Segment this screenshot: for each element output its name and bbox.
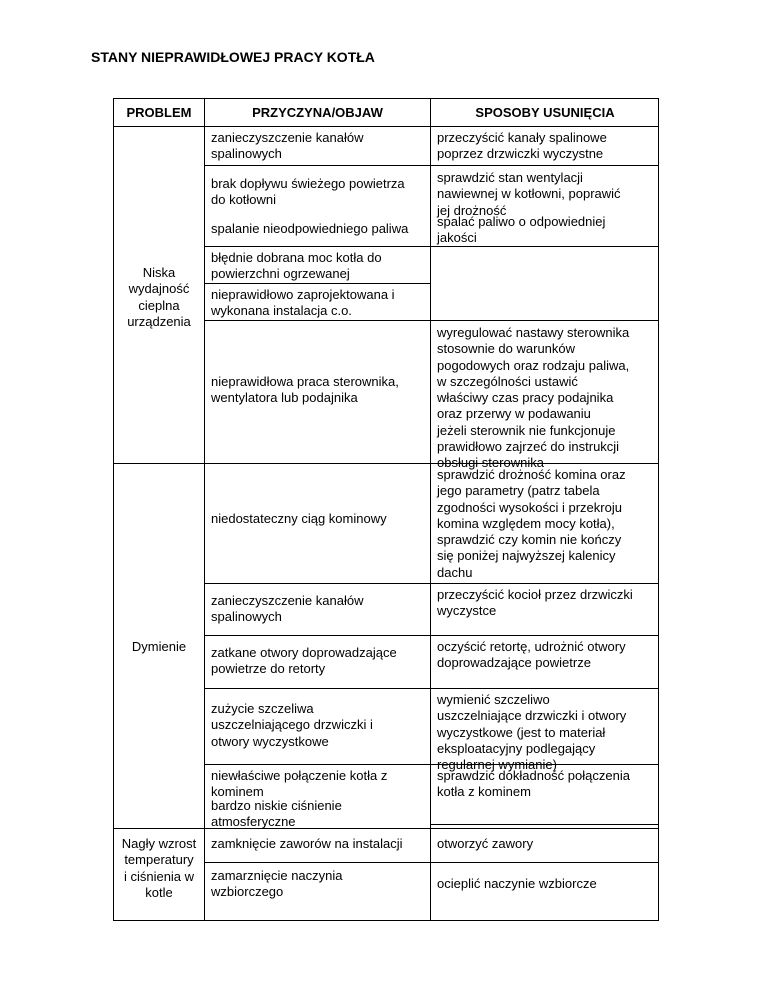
remedy-cell: wyregulować nastawy sterownika stosownie do warunków pogodowych oraz rodzaju paliwa, w szczególności ustawić właściwy czas pracy podajnika oraz przerwy w podawaniu jeżeli sterownik nie funkcjonuje prawidłowo zajrzeć do instrukcji obsługi sterownika	[437, 325, 630, 471]
cause-cell: zanieczyszczenie kanałów spalinowych	[211, 130, 364, 162]
remedy-cell: przeczyścić kanały spalinowe poprzez drzwiczki wyczystne	[437, 130, 607, 162]
problem-label: Dymienie	[131, 639, 187, 654]
column-divider	[204, 98, 205, 921]
header-cause: PRZYCZYNA/OBJAW	[252, 105, 383, 120]
row-divider	[204, 283, 430, 284]
cause-cell: nieprawidłowa praca sterownika, wentylatora lub podajnika	[211, 374, 399, 406]
cause-cell: brak dopływu świeżego powietrza do kotłowni	[211, 176, 405, 208]
cause-cell: zatkane otwory doprowadzające powietrze do retorty	[211, 645, 397, 677]
problem-label: Niska wydajność cieplna urządzenia	[127, 265, 191, 329]
page-title: STANY NIEPRAWIDŁOWEJ PRACY KOTŁA	[91, 49, 375, 65]
cause-cell: zużycie szczeliwa uszczelniającego drzwiczki i otwory wyczystkowe	[211, 701, 373, 749]
remedy-cell: ocieplić naczynie wzbiorcze	[437, 876, 597, 891]
row-divider	[204, 583, 659, 584]
row-divider	[204, 165, 659, 166]
cause-cell: zamknięcie zaworów na instalacji	[211, 836, 403, 851]
row-divider	[204, 635, 659, 636]
problem-label: Nagły wzrost temperatury i ciśnienia w kotle	[121, 836, 197, 900]
row-divider	[430, 320, 659, 321]
cause-cell: nieprawidłowo zaprojektowana i wykonana instalacja c.o.	[211, 287, 395, 319]
cause-cell: bardzo niskie ciśnienie atmosferyczne	[211, 798, 342, 830]
remedy-cell: spalać paliwo o odpowiedniej jakości	[437, 214, 606, 246]
cause-cell: niewłaściwe połączenie kotła z kominem	[211, 768, 388, 800]
cause-cell: zamarznięcie naczynia wzbiorczego	[211, 868, 343, 900]
cause-cell: niedostateczny ciąg kominowy	[211, 511, 387, 526]
row-divider	[204, 862, 659, 863]
remedy-cell: oczyścić retortę, udrożnić otwory doprowadzające powietrze	[437, 639, 626, 671]
remedy-cell: sprawdzić stan wentylacji nawiewnej w kotłowni, poprawić jej drożność	[437, 170, 621, 218]
header-separator	[113, 126, 659, 127]
remedy-cell: przeczyścić kocioł przez drzwiczki wyczystce	[437, 587, 633, 619]
cause-cell: spalanie nieodpowiedniego paliwa	[211, 221, 409, 236]
remedy-cell: wymienić szczeliwo uszczelniające drzwiczki i otwory wyczystkowe (jest to materiał eksploatacyjny podlegający regularnej wymianie)	[437, 692, 627, 773]
remedy-cell: sprawdzić drożność komina oraz jego parametry (patrz tabela zgodności wysokości i przekroju komina względem mocy kotła), sprawdzić czy komin nie kończy się poniżej najwyższej kalenicy dachu	[437, 467, 626, 580]
row-divider	[430, 824, 659, 825]
cause-cell: błędnie dobrana moc kotła do powierzchni ogrzewanej	[211, 250, 382, 282]
remedy-cell: sprawdzić dokładność połączenia kotła z kominem	[437, 768, 630, 800]
remedy-cell: otworzyć zawory	[437, 836, 534, 851]
header-problem: PROBLEM	[126, 105, 192, 120]
cause-cell: zanieczyszczenie kanałów spalinowych	[211, 593, 364, 625]
row-divider	[204, 320, 430, 321]
row-divider	[204, 688, 659, 689]
column-divider	[430, 98, 431, 921]
header-remedy: SPOSOBY USUNIĘCIA	[475, 105, 615, 120]
